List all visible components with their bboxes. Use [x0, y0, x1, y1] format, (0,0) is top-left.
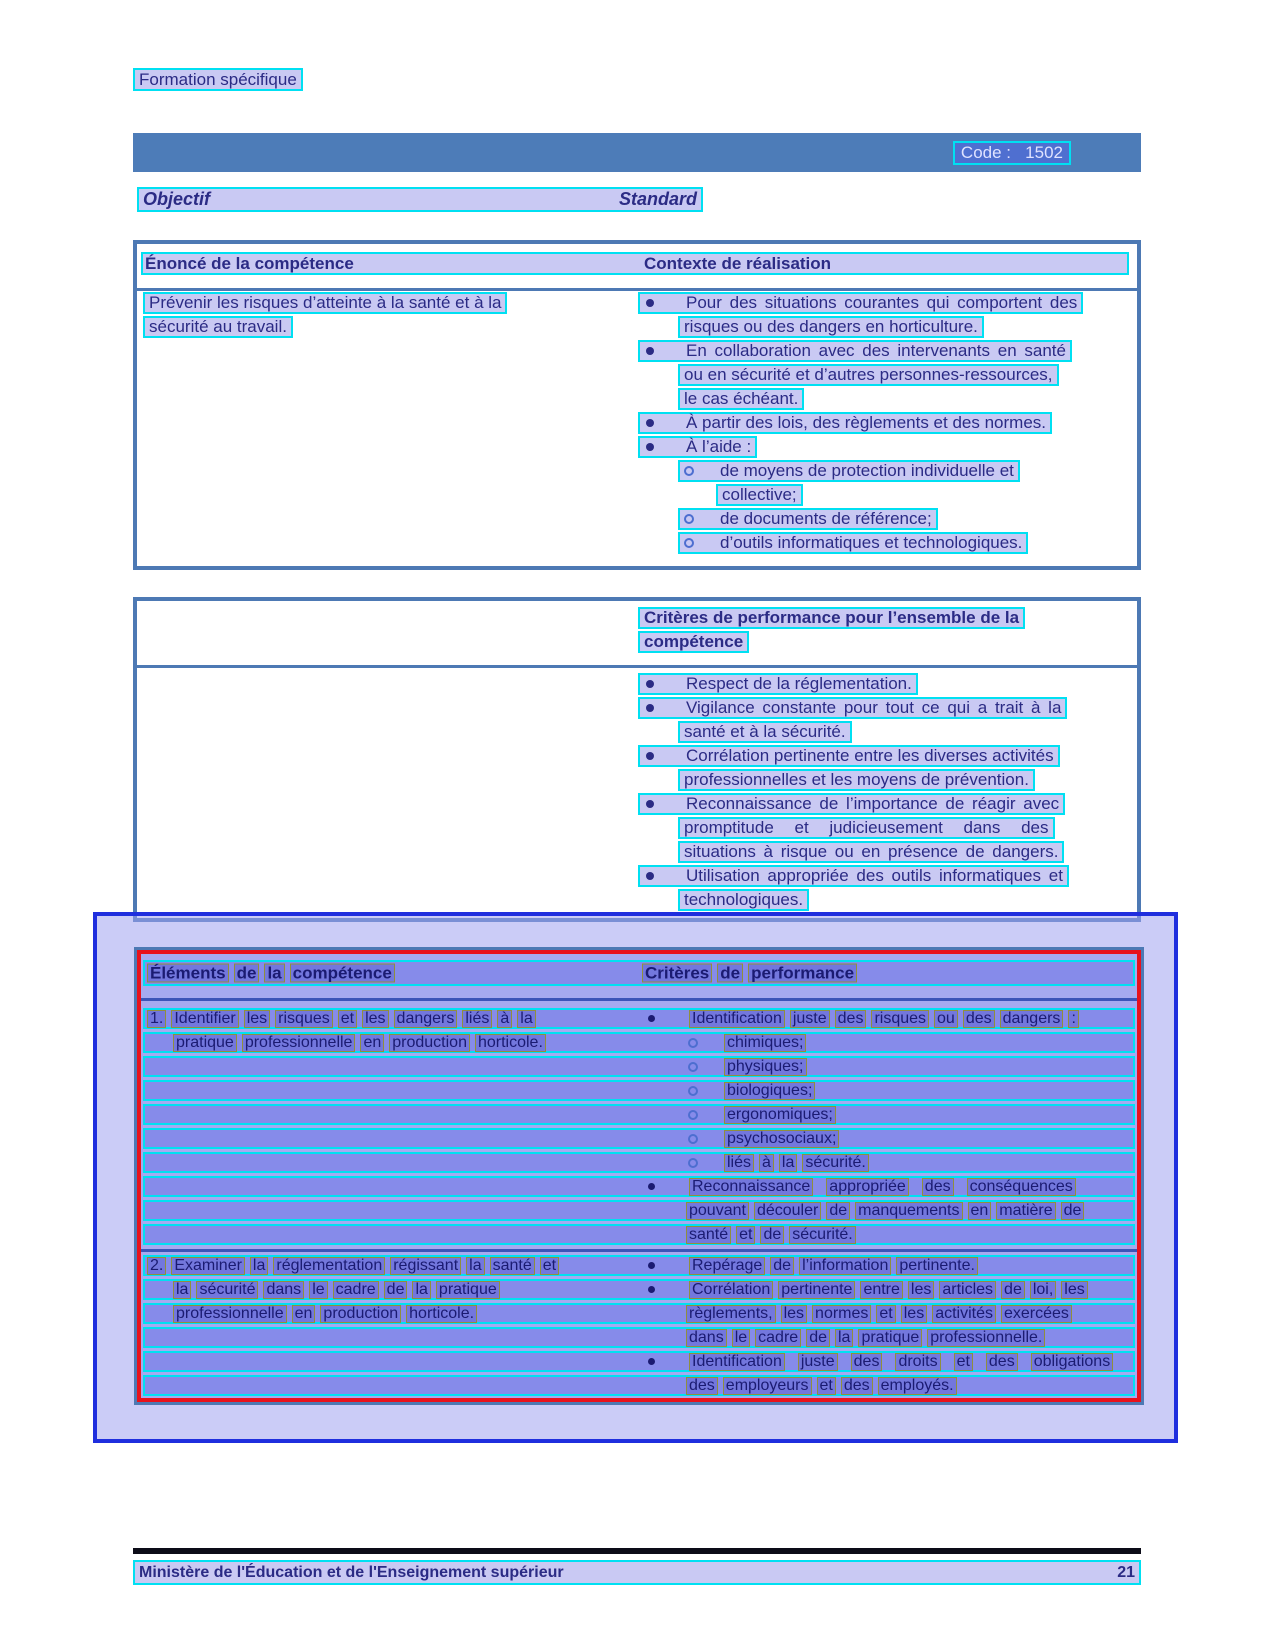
word-box: les	[1061, 1281, 1087, 1299]
word-box: obligations	[1031, 1353, 1114, 1371]
word-box: :	[1068, 1010, 1078, 1028]
word-box: régissant	[390, 1257, 461, 1275]
word-box: juste	[790, 1010, 830, 1028]
table3-header-row	[141, 960, 1137, 986]
text-line: santé et à la sécurité.	[678, 721, 852, 743]
word-box: et	[338, 1010, 357, 1028]
criteria-text	[642, 1353, 1126, 1371]
ocr-line-box	[143, 1056, 1135, 1077]
bullet-icon	[648, 1015, 655, 1022]
criteria-text	[686, 1329, 1050, 1347]
word-box: physiques;	[724, 1058, 807, 1076]
word-box: pertinente	[778, 1281, 855, 1299]
word-box: de	[717, 964, 743, 983]
word-box: la	[264, 964, 284, 983]
text-line: Prévenir les risques d’atteinte à la santé et à la	[143, 292, 507, 314]
circle-bullet-icon	[688, 1062, 698, 1072]
table2-header-cell	[638, 607, 1025, 655]
ocr-line-box	[143, 1303, 1135, 1324]
word-box: les	[781, 1305, 807, 1323]
element-text	[147, 1010, 541, 1028]
ocr-line-box	[143, 1104, 1135, 1125]
word-box: ou	[934, 1010, 958, 1028]
word-box: dans	[263, 1281, 304, 1299]
word-box: Repérage	[689, 1257, 765, 1275]
word-box: loi,	[1030, 1281, 1056, 1299]
circle-bullet-icon	[688, 1038, 698, 1048]
bullet-icon	[646, 680, 654, 688]
word-box: liés	[462, 1010, 492, 1028]
word-box: production	[320, 1305, 401, 1323]
word-box: production	[389, 1034, 470, 1052]
word-box: professionnelle.	[927, 1329, 1045, 1347]
footer-page-number: 21	[1117, 1563, 1135, 1581]
word-box: les	[244, 1010, 270, 1028]
bullet-line: Vigilance constante pour tout ce qui a trait à la	[638, 697, 1067, 719]
ocr-line-box	[143, 1279, 1135, 1300]
bullet-line: Utilisation appropriée des outils informatiques et	[638, 865, 1069, 887]
word-box: en	[360, 1034, 384, 1052]
text-line: collective;	[716, 484, 803, 506]
circle-bullet-icon	[688, 1110, 698, 1120]
text-line: risques ou des dangers en horticulture.	[678, 316, 984, 338]
element-text	[147, 1257, 564, 1275]
table-elements-criteres	[137, 950, 1141, 1402]
circle-bullet-icon	[688, 1086, 698, 1096]
word-box: pratique	[436, 1281, 500, 1299]
ocr-line-box	[143, 1327, 1135, 1348]
word-box: sécurité.	[789, 1226, 855, 1244]
text-line: promptitude et judicieusement dans des	[678, 817, 1055, 839]
ocr-line-box	[143, 1176, 1135, 1197]
word-box: risques	[275, 1010, 333, 1028]
word-box: Identifier	[171, 1010, 238, 1028]
word-box: dangers	[1000, 1010, 1064, 1028]
word-box: biologiques;	[724, 1082, 815, 1100]
ocr-line-box	[143, 1080, 1135, 1101]
text-line: le cas échéant.	[678, 388, 804, 410]
footer-ministry: Ministère de l'Éducation et de l'Enseignement supérieur	[139, 1563, 564, 1581]
table-criteres-ensemble	[133, 597, 1141, 922]
ocr-line-box	[143, 1032, 1135, 1053]
bullet-icon	[648, 1183, 655, 1190]
circle-bullet-icon	[688, 1134, 698, 1144]
word-box: découler	[754, 1202, 821, 1220]
bullet-line: À l’aide :	[638, 436, 757, 458]
word-box: Reconnaissance	[689, 1178, 813, 1196]
word-box: professionnelle	[242, 1034, 356, 1052]
word-box: pertinente.	[896, 1257, 978, 1275]
word-box: santé	[686, 1226, 731, 1244]
criteria-text	[642, 1082, 820, 1100]
bullet-icon	[646, 443, 654, 451]
word-box: pratique	[858, 1329, 922, 1347]
word-box: psychosociaux;	[724, 1130, 839, 1148]
ocr-line-box	[143, 1200, 1135, 1221]
circle-bullet-icon	[684, 466, 694, 476]
word-box: articles	[939, 1281, 996, 1299]
table1-header-divider	[137, 288, 1137, 291]
table3-row-divider	[141, 1249, 1137, 1252]
word-box: appropriée	[826, 1178, 909, 1196]
bullet-icon	[646, 299, 654, 307]
bullet-icon	[648, 1286, 655, 1293]
word-box: les	[908, 1281, 934, 1299]
word-box: le	[732, 1329, 750, 1347]
word-box: 2.	[147, 1257, 166, 1275]
word-box: à	[497, 1010, 512, 1028]
word-box: le	[309, 1281, 327, 1299]
word-box: règlements,	[686, 1305, 776, 1323]
word-box: en	[292, 1305, 316, 1323]
word-box: matière	[996, 1202, 1055, 1220]
ocr-line-box	[143, 1152, 1135, 1173]
text-line: situations à risque ou en présence de dangers.	[678, 841, 1064, 863]
word-box: employeurs	[723, 1377, 812, 1395]
bullet-icon	[648, 1358, 655, 1365]
criteria-text	[642, 1010, 1084, 1028]
word-box: la	[250, 1257, 268, 1275]
criteria-text	[642, 1106, 841, 1124]
criteria-text	[642, 1154, 874, 1172]
criteria-text	[642, 1281, 1093, 1299]
word-box: sécurité.	[802, 1154, 868, 1172]
word-box: de	[760, 1226, 784, 1244]
word-box: santé	[490, 1257, 535, 1275]
page-section-label: Formation spécifique	[133, 68, 303, 91]
word-box: sécurité	[196, 1281, 258, 1299]
criteria-text	[686, 1202, 1089, 1220]
word-box: pouvant	[686, 1202, 749, 1220]
word-box: Identification	[689, 1010, 785, 1028]
word-box: Corrélation	[689, 1281, 773, 1299]
criteria-text	[642, 1178, 1089, 1196]
word-box: horticole.	[406, 1305, 477, 1323]
table-enonce-contexte	[133, 240, 1141, 570]
ocr-line-box	[143, 1128, 1135, 1149]
bullet-line: À partir des lois, des règlements et des normes.	[638, 412, 1052, 434]
word-box: des	[963, 1010, 995, 1028]
objectif-standard-row	[137, 187, 703, 212]
word-box: les	[362, 1010, 388, 1028]
word-box: normes	[812, 1305, 871, 1323]
word-box: de	[384, 1281, 408, 1299]
circle-bullet-icon	[684, 538, 694, 548]
word-box: chimiques;	[724, 1034, 806, 1052]
criteria-text	[642, 1058, 812, 1076]
word-box: des	[851, 1353, 883, 1371]
word-box: la	[412, 1281, 430, 1299]
word-box: manquements	[855, 1202, 962, 1220]
word-box: Identification	[689, 1353, 785, 1371]
ocr-line-box	[143, 1008, 1135, 1029]
word-box: de	[770, 1257, 794, 1275]
word-box: compétence	[290, 964, 395, 983]
sub-bullet-line: de moyens de protection individuelle et	[678, 460, 1020, 482]
word-box: les	[901, 1305, 927, 1323]
title-bar	[133, 133, 1141, 172]
word-box: la	[517, 1010, 535, 1028]
word-box: de	[826, 1202, 850, 1220]
word-box: pratique	[173, 1034, 237, 1052]
bullet-line: Reconnaissance de l’importance de réagir avec	[638, 793, 1065, 815]
word-box: ergonomiques;	[724, 1106, 836, 1124]
bullet-icon	[646, 704, 654, 712]
word-box: droits	[895, 1353, 940, 1371]
criteria-text	[686, 1377, 962, 1395]
word-box: dans	[686, 1329, 727, 1347]
table1-header-right: Contexte de réalisation	[644, 254, 832, 273]
word-box: risques	[871, 1010, 929, 1028]
word-box: liés	[724, 1154, 754, 1172]
word-box: et	[817, 1377, 836, 1395]
criteria-text	[642, 1034, 811, 1052]
table2-header-line: compétence	[638, 631, 749, 653]
sub-bullet-line: de documents de référence;	[678, 508, 938, 530]
table2-header-divider	[137, 665, 1137, 668]
word-box: employés.	[878, 1377, 957, 1395]
word-box: des	[686, 1377, 718, 1395]
word-box: réglementation	[273, 1257, 385, 1275]
criteria-text	[642, 1130, 844, 1148]
footer-rule	[133, 1548, 1141, 1554]
ocr-line-box	[143, 1224, 1135, 1245]
table3-row-2	[141, 1255, 1137, 1399]
ocr-line-box	[143, 1351, 1135, 1372]
word-box: la	[173, 1281, 191, 1299]
text-line: professionnelles et les moyens de prévention.	[678, 769, 1035, 791]
word-box: cadre	[755, 1329, 801, 1347]
word-box: conséquences	[967, 1178, 1076, 1196]
footer	[133, 1560, 1141, 1585]
table3-header-divider	[141, 998, 1137, 1001]
bullet-icon	[646, 800, 654, 808]
word-box: l’information	[799, 1257, 891, 1275]
word-box: entre	[860, 1281, 902, 1299]
word-box: juste	[798, 1353, 838, 1371]
table3-row-1	[141, 1008, 1137, 1248]
criteria-text	[686, 1305, 1077, 1323]
word-box: Éléments	[147, 964, 229, 983]
word-box: la	[779, 1154, 797, 1172]
word-box: et	[736, 1226, 755, 1244]
word-box: professionnelle	[173, 1305, 287, 1323]
bullet-line: En collaboration avec des intervenants en santé	[638, 340, 1072, 362]
word-box: exercées	[1001, 1305, 1072, 1323]
bullet-icon	[646, 419, 654, 427]
word-box: dangers	[394, 1010, 458, 1028]
element-text	[147, 1305, 482, 1323]
table2-header-line: Critères de performance pour l’ensemble de la	[638, 607, 1025, 629]
ocr-line-box	[143, 960, 1135, 986]
word-box: de	[234, 964, 260, 983]
objectif-label: Objectif	[143, 189, 211, 209]
word-box: Critères	[642, 964, 712, 983]
word-box: de	[806, 1329, 830, 1347]
ocr-line-box	[143, 1375, 1135, 1396]
bullet-icon	[646, 872, 654, 880]
bullet-line: Pour des situations courantes qui comportent des	[638, 292, 1083, 314]
circle-bullet-icon	[688, 1158, 698, 1168]
word-box: des	[922, 1178, 954, 1196]
circle-bullet-icon	[684, 514, 694, 524]
word-box: des	[841, 1377, 873, 1395]
bullet-line: Respect de la réglementation.	[638, 673, 918, 695]
word-box: des	[835, 1010, 867, 1028]
table1-left-cell	[143, 292, 507, 340]
table1-header-row	[141, 252, 1129, 275]
word-box: et	[876, 1305, 895, 1323]
word-box: performance	[748, 964, 857, 983]
word-box: en	[968, 1202, 992, 1220]
word-box: et	[954, 1353, 973, 1371]
word-box: 1.	[147, 1010, 166, 1028]
text-line: technologiques.	[678, 889, 809, 911]
word-box: la	[466, 1257, 484, 1275]
criteria-text	[686, 1226, 861, 1244]
word-box: de	[1061, 1202, 1085, 1220]
course-code: Code : 1502	[953, 141, 1071, 165]
word-box: des	[986, 1353, 1018, 1371]
sub-bullet-line: d’outils informatiques et technologiques.	[678, 532, 1028, 554]
element-text	[147, 1281, 505, 1299]
word-box: Examiner	[171, 1257, 245, 1275]
bullet-icon	[646, 752, 654, 760]
table2-right-cell	[638, 673, 1069, 913]
word-box: la	[835, 1329, 853, 1347]
table3-header-left	[147, 964, 400, 983]
table3-header-right	[642, 964, 862, 983]
bullet-icon	[646, 347, 654, 355]
standard-label: Standard	[618, 189, 697, 209]
text-line: sécurité au travail.	[143, 316, 293, 338]
table1-header-left: Énoncé de la compétence	[145, 254, 354, 273]
word-box: de	[1001, 1281, 1025, 1299]
table1-right-cell	[638, 292, 1083, 556]
text-line: ou en sécurité et d’autres personnes-ressources,	[678, 364, 1059, 386]
bullet-icon	[648, 1262, 655, 1269]
word-box: cadre	[333, 1281, 379, 1299]
element-text	[147, 1034, 551, 1052]
bullet-line: Corrélation pertinente entre les diverses activités	[638, 745, 1060, 767]
criteria-text	[642, 1257, 983, 1275]
word-box: activités	[932, 1305, 996, 1323]
word-box: à	[759, 1154, 774, 1172]
ocr-line-box	[143, 1255, 1135, 1276]
word-box: horticole.	[475, 1034, 546, 1052]
word-box: et	[540, 1257, 559, 1275]
